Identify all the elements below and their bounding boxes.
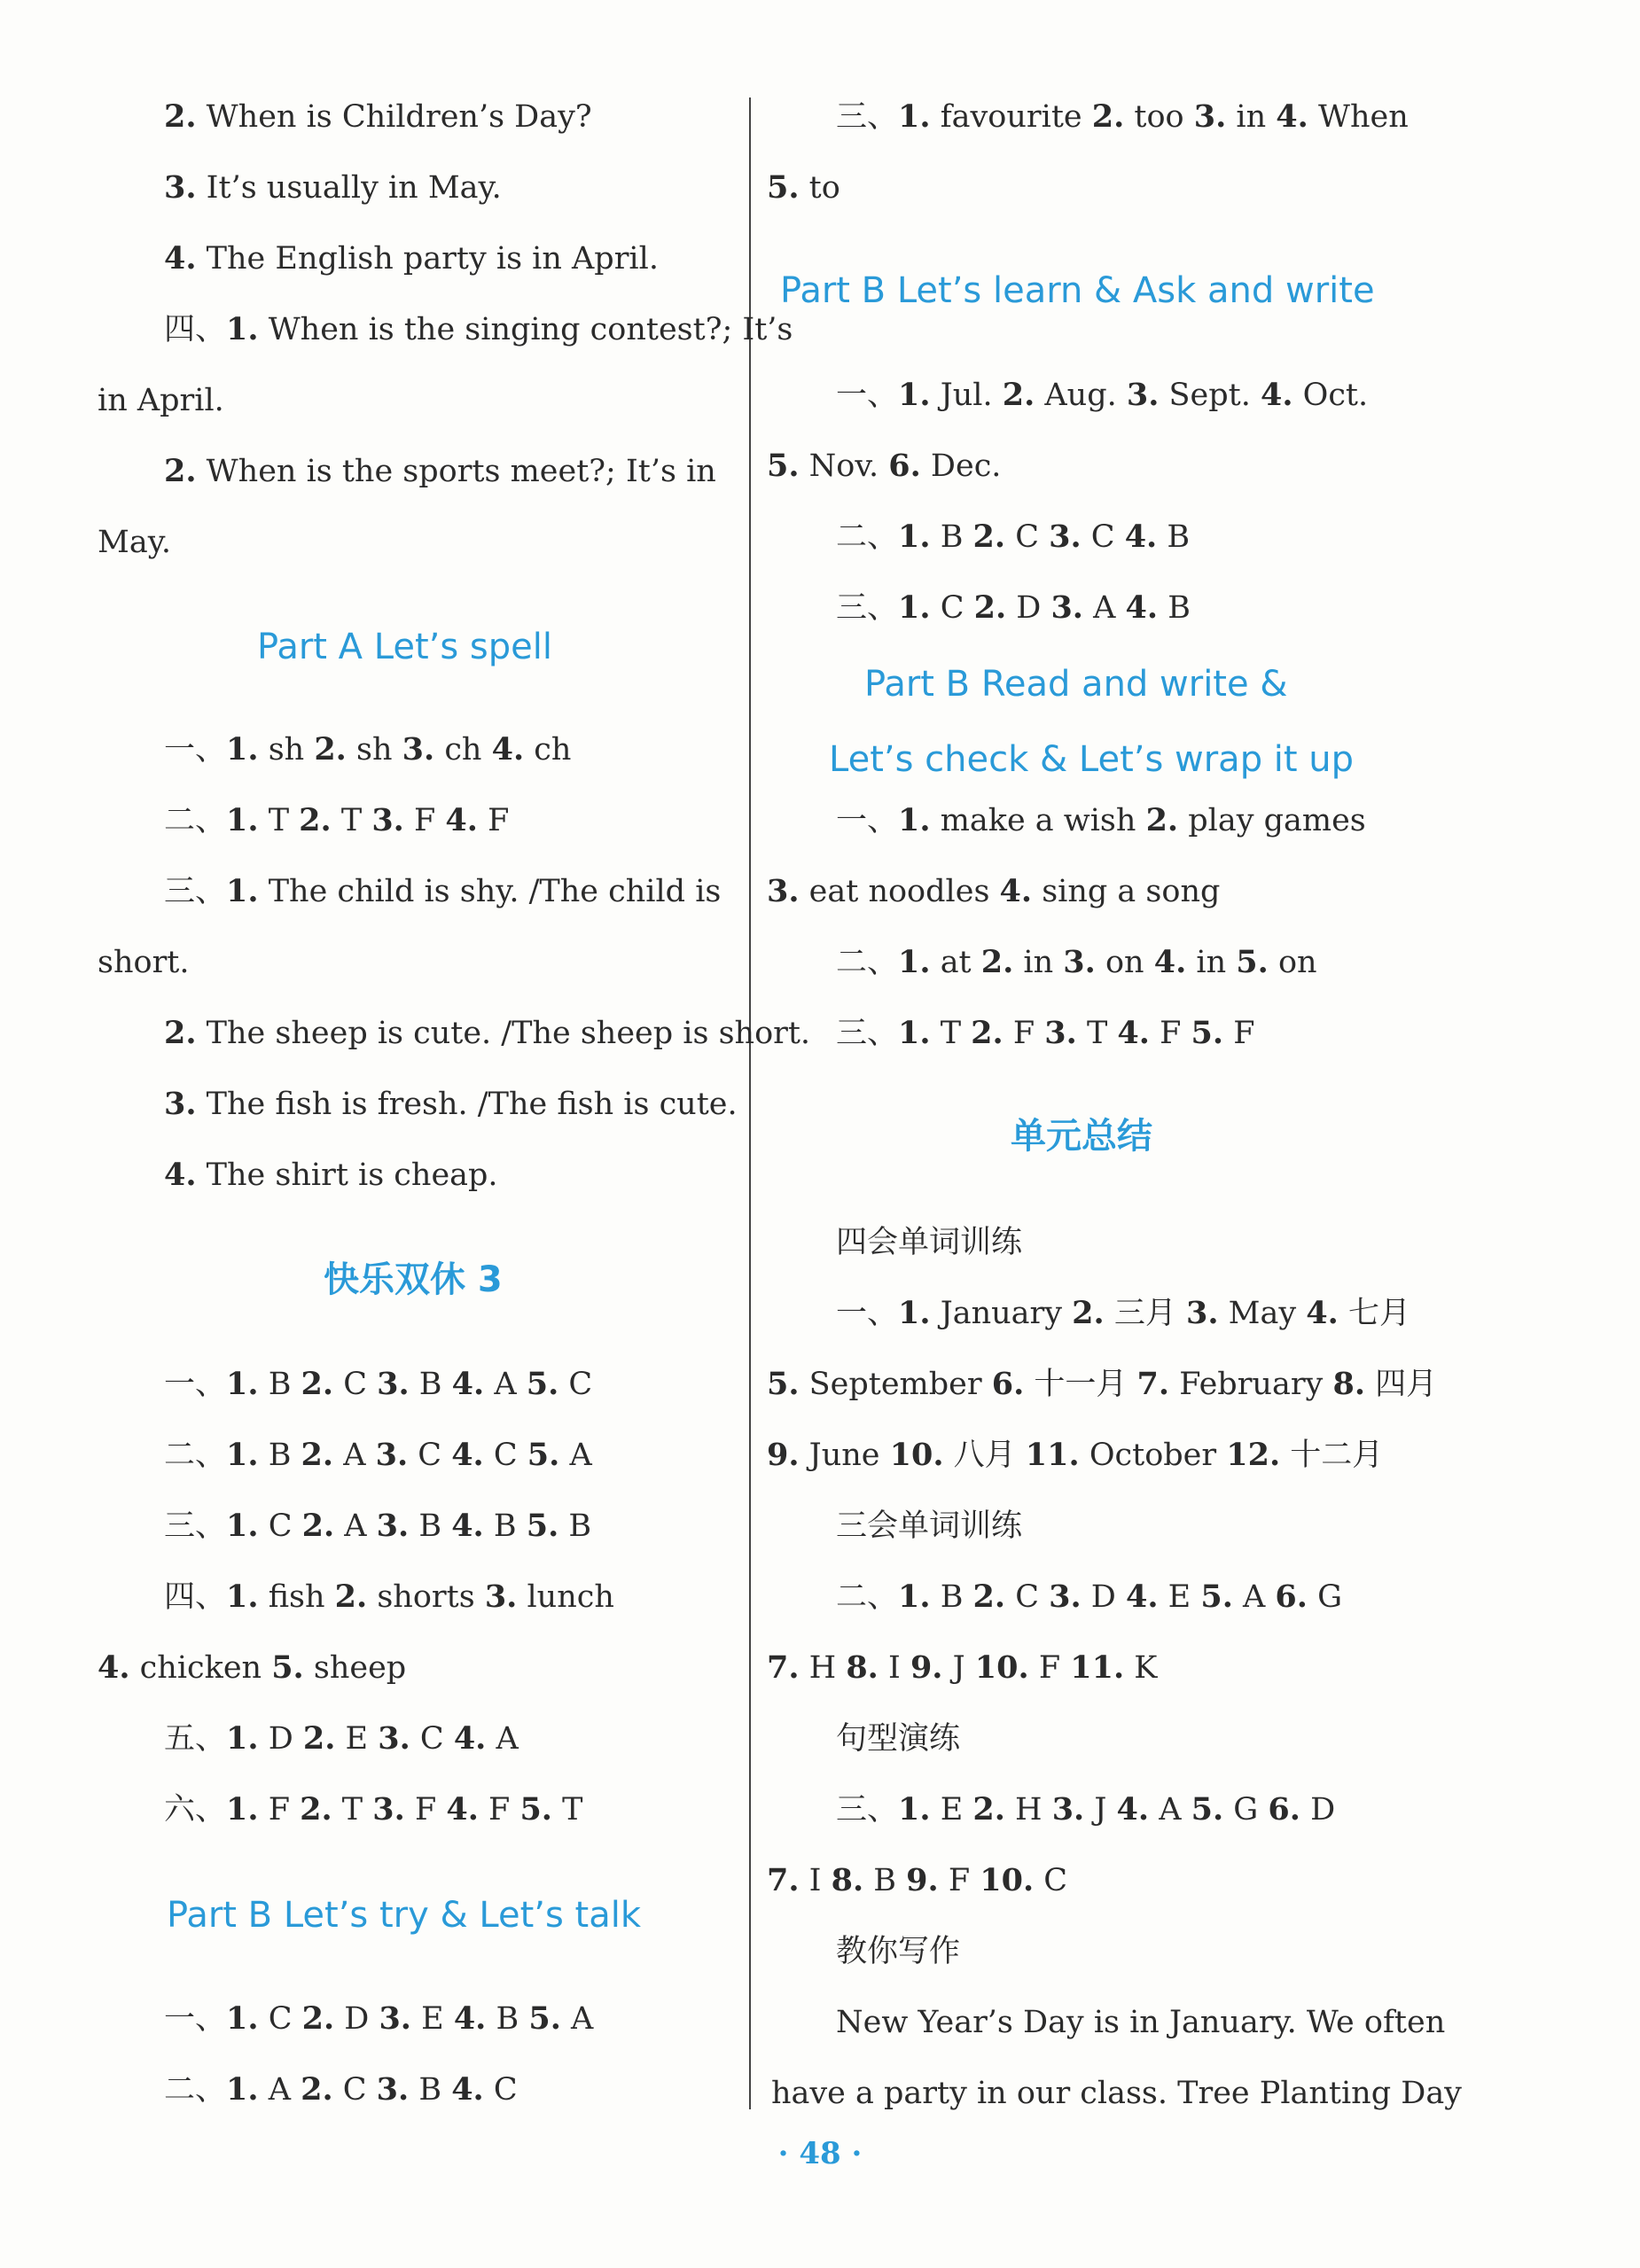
answer-line: 5. Nov. 6. Dec. xyxy=(767,448,1002,484)
answer-line: 一、1. January 2. 三月 3. May 4. 七月 xyxy=(836,1295,1410,1331)
column-divider xyxy=(749,97,751,2109)
answer-line: 2. The sheep is cute. /The sheep is short. xyxy=(164,1015,811,1051)
answer-line: 一、1. C 2. D 3. E 4. B 5. A xyxy=(164,2000,594,2037)
answer-line: 三、1. C 2. D 3. A 4. B xyxy=(836,589,1191,626)
section-heading: Let’s check & Let’s wrap it up xyxy=(829,739,1355,780)
section-heading: Part B Let’s learn & Ask and write xyxy=(780,270,1375,311)
answer-line: 一、1. sh 2. sh 3. ch 4. ch xyxy=(164,731,572,768)
essay-line: have a party in our class. Tree Planting Day xyxy=(771,2076,1462,2111)
answer-line: 二、1. A 2. C 3. B 4. C xyxy=(164,2071,518,2108)
subsection-label: 四会单词训练 xyxy=(836,1225,1023,1260)
answer-line: 三、1. T 2. F 3. T 4. F 5. F xyxy=(836,1015,1255,1051)
answer-line: 9. June 10. 八月 11. October 12. 十二月 xyxy=(767,1437,1384,1473)
answer-line: 二、1. T 2. T 3. F 4. F xyxy=(164,802,510,838)
answer-line: 2. When is Children’s Day? xyxy=(164,98,592,135)
answer-line: 二、1. B 2. A 3. C 4. C 5. A xyxy=(164,1437,592,1473)
answer-line: 5. to xyxy=(767,169,840,206)
subsection-label: 三会单词训练 xyxy=(836,1508,1023,1544)
answer-line: 一、1. Jul. 2. Aug. 3. Sept. 4. Oct. xyxy=(836,377,1369,413)
answer-line: 2. When is the sports meet?; It’s in xyxy=(164,453,716,489)
answer-line: in April. xyxy=(98,383,224,418)
answer-line: 3. The fish is fresh. /The fish is cute. xyxy=(164,1086,738,1122)
answer-line: 二、1. at 2. in 3. on 4. in 5. on xyxy=(836,944,1317,980)
answer-line: 四、1. When is the singing contest?; It’s xyxy=(164,311,793,347)
answer-line: 二、1. B 2. C 3. D 4. E 5. A 6. G xyxy=(836,1578,1343,1615)
answer-line: May. xyxy=(98,525,171,560)
answer-line: 4. The English party is in April. xyxy=(164,240,659,277)
answer-line: 3. eat noodles 4. sing a song xyxy=(767,873,1221,909)
answer-line: 五、1. D 2. E 3. C 4. A xyxy=(164,1720,519,1757)
section-heading: Part A Let’s spell xyxy=(257,627,552,667)
subsection-label: 教你写作 xyxy=(836,1934,961,1969)
answer-line: 3. It’s usually in May. xyxy=(164,169,502,206)
page-number: · 48 · xyxy=(777,2136,863,2171)
answer-line: 一、1. make a wish 2. play games xyxy=(836,802,1366,838)
answer-line: 4. chicken 5. sheep xyxy=(98,1649,407,1686)
subsection-label: 句型演练 xyxy=(836,1721,961,1757)
answer-line: 二、1. B 2. C 3. C 4. B xyxy=(836,518,1191,555)
section-heading: 快乐双休 3 xyxy=(324,1259,503,1300)
answer-line: 三、1. C 2. A 3. B 4. B 5. B xyxy=(164,1508,592,1544)
answer-line: 一、1. B 2. C 3. B 4. A 5. C xyxy=(164,1366,593,1402)
answer-line: 四、1. fish 2. shorts 3. lunch xyxy=(164,1578,614,1615)
answer-line: 三、1. The child is shy. /The child is xyxy=(164,873,722,909)
section-heading: Part B Let’s try & Let’s talk xyxy=(167,1895,642,1936)
answer-line: 六、1. F 2. T 3. F 4. F 5. T xyxy=(164,1791,583,1828)
answer-line: 4. The shirt is cheap. xyxy=(164,1157,498,1193)
answer-line: 7. I 8. B 9. F 10. C xyxy=(767,1862,1068,1898)
answer-line: short. xyxy=(98,945,190,980)
section-heading: 单元总结 xyxy=(1011,1116,1152,1157)
answer-line: 三、1. E 2. H 3. J 4. A 5. G 6. D xyxy=(836,1791,1336,1828)
answer-line: 5. September 6. 十一月 7. February 8. 四月 xyxy=(767,1366,1438,1402)
section-heading: Part B Read and write & xyxy=(864,664,1288,705)
answer-line: 7. H 8. I 9. J 10. F 11. K xyxy=(767,1649,1158,1686)
answer-line: 三、1. favourite 2. too 3. in 4. When xyxy=(836,98,1409,135)
essay-line: New Year’s Day is in January. We often xyxy=(836,2005,1446,2040)
